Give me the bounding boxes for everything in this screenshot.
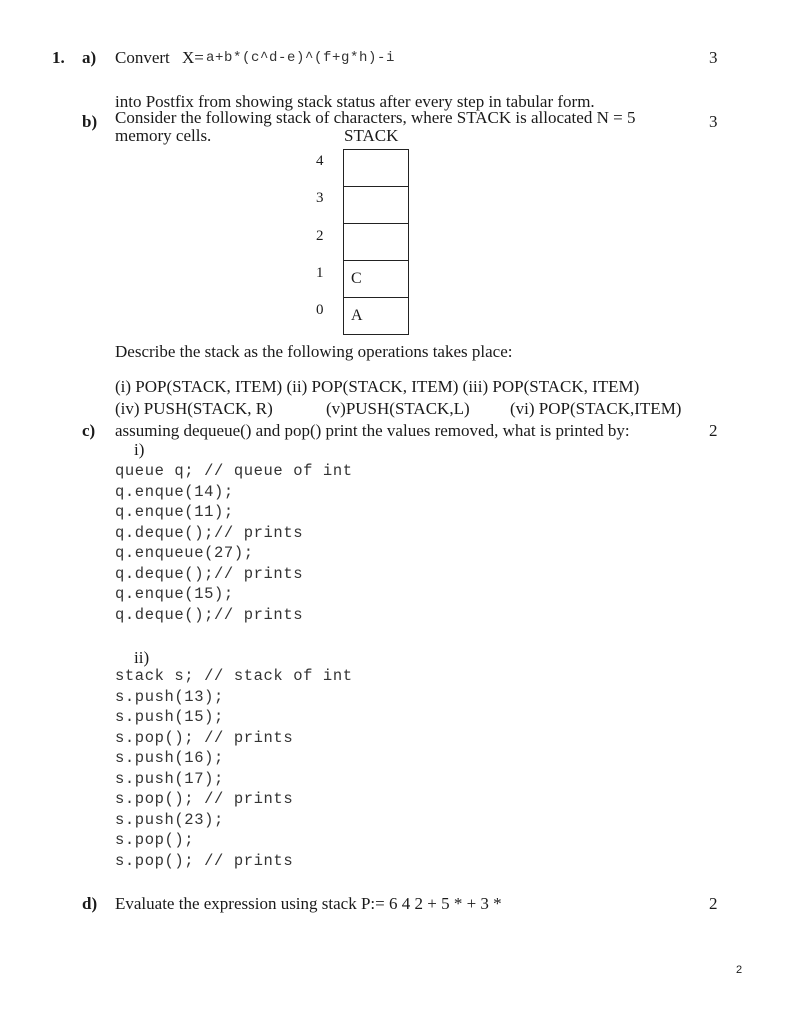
part-a-x-label: X= <box>182 48 204 67</box>
stack-cell-0: A <box>344 298 409 335</box>
code-line: s.pop(); <box>115 831 195 849</box>
code-line: q.deque();// prints <box>115 605 304 624</box>
part-a-label: a) <box>82 48 97 67</box>
part-c-text: assuming dequeue() and pop() print the values removed, what is printed by: <box>115 421 630 440</box>
code-line: s.push(17); <box>115 769 224 788</box>
part-b-op-iv: (iv) PUSH(STACK, R) <box>115 399 273 418</box>
part-b-op-v: (v)PUSH(STACK,L) <box>326 399 470 418</box>
code-line: s.push(15); <box>115 708 224 726</box>
stack-cell-row <box>344 224 409 261</box>
stack-cell-3 <box>344 187 409 224</box>
code-line: s.push(13); <box>115 687 224 706</box>
part-c-marks: 2 <box>709 421 718 440</box>
code-line: s.pop(); // prints <box>115 728 294 747</box>
part-d-text: Evaluate the expression using stack P:= 6 4 2 + 5 * + 3 * <box>115 894 502 913</box>
stack-index-2: 2 <box>316 228 324 244</box>
stack-cell-row <box>344 187 409 224</box>
code-line: q.enque(15); <box>115 585 234 603</box>
part-d-label: d) <box>82 894 98 913</box>
stack-cell-1: C <box>344 261 409 298</box>
code-line: s.pop(); // prints <box>115 790 294 808</box>
part-a-expression: a+b*(c^d-e)^(f+g*h)-i <box>206 50 396 66</box>
stack-cell-row <box>344 261 409 298</box>
part-b-line2: memory cells. <box>115 126 212 145</box>
part-b-describe: Describe the stack as the following operations takes place: <box>115 342 513 361</box>
code-line: stack s; // stack of int <box>115 667 353 685</box>
code-line: q.deque();// prints <box>115 564 304 583</box>
stack-title: STACK <box>344 126 399 145</box>
code-line: s.push(23); <box>115 810 224 829</box>
code-line: s.pop(); // prints <box>115 851 294 870</box>
page-number: 2 <box>736 964 743 976</box>
part-c-ii-label: ii) <box>134 648 150 667</box>
stack-index-3: 3 <box>316 190 324 206</box>
code-line: s.push(16); <box>115 749 224 767</box>
question-number: 1. <box>52 48 65 67</box>
code-line: q.enque(14); <box>115 482 234 501</box>
part-a-prefix: Convert <box>115 48 170 67</box>
code-line: q.enqueue(27); <box>115 544 254 562</box>
stack-cell-4 <box>344 150 409 187</box>
part-d-marks: 2 <box>709 894 718 913</box>
stack-cell-row <box>344 298 409 335</box>
part-b-label: b) <box>82 112 98 131</box>
code-line: q.enque(11); <box>115 503 234 521</box>
part-a-instruction: into Postfix from showing stack status after every step in tabular form. <box>115 92 595 111</box>
part-c-label: c) <box>82 421 96 440</box>
stack-cell-2 <box>344 224 409 261</box>
part-a-marks: 3 <box>709 48 718 67</box>
stack-index-4: 4 <box>316 153 324 169</box>
part-b-marks: 3 <box>709 112 718 131</box>
stack-index-1: 1 <box>316 265 324 281</box>
part-b-line1: Consider the following stack of characters, where STACK is allocated N = 5 <box>115 108 636 127</box>
part-c-i-label: i) <box>134 440 145 459</box>
part-b-ops-line1: (i) POP(STACK, ITEM) (ii) POP(STACK, ITEM) (iii) POP(STACK, ITEM) <box>115 377 640 396</box>
code-line: queue q; // queue of int <box>115 462 353 480</box>
code-line: q.deque();// prints <box>115 523 304 542</box>
stack-cell-row <box>344 150 409 187</box>
stack-index-0: 0 <box>316 302 324 318</box>
part-b-op-vi: (vi) POP(STACK,ITEM) <box>510 399 682 418</box>
stack-diagram <box>343 149 409 335</box>
